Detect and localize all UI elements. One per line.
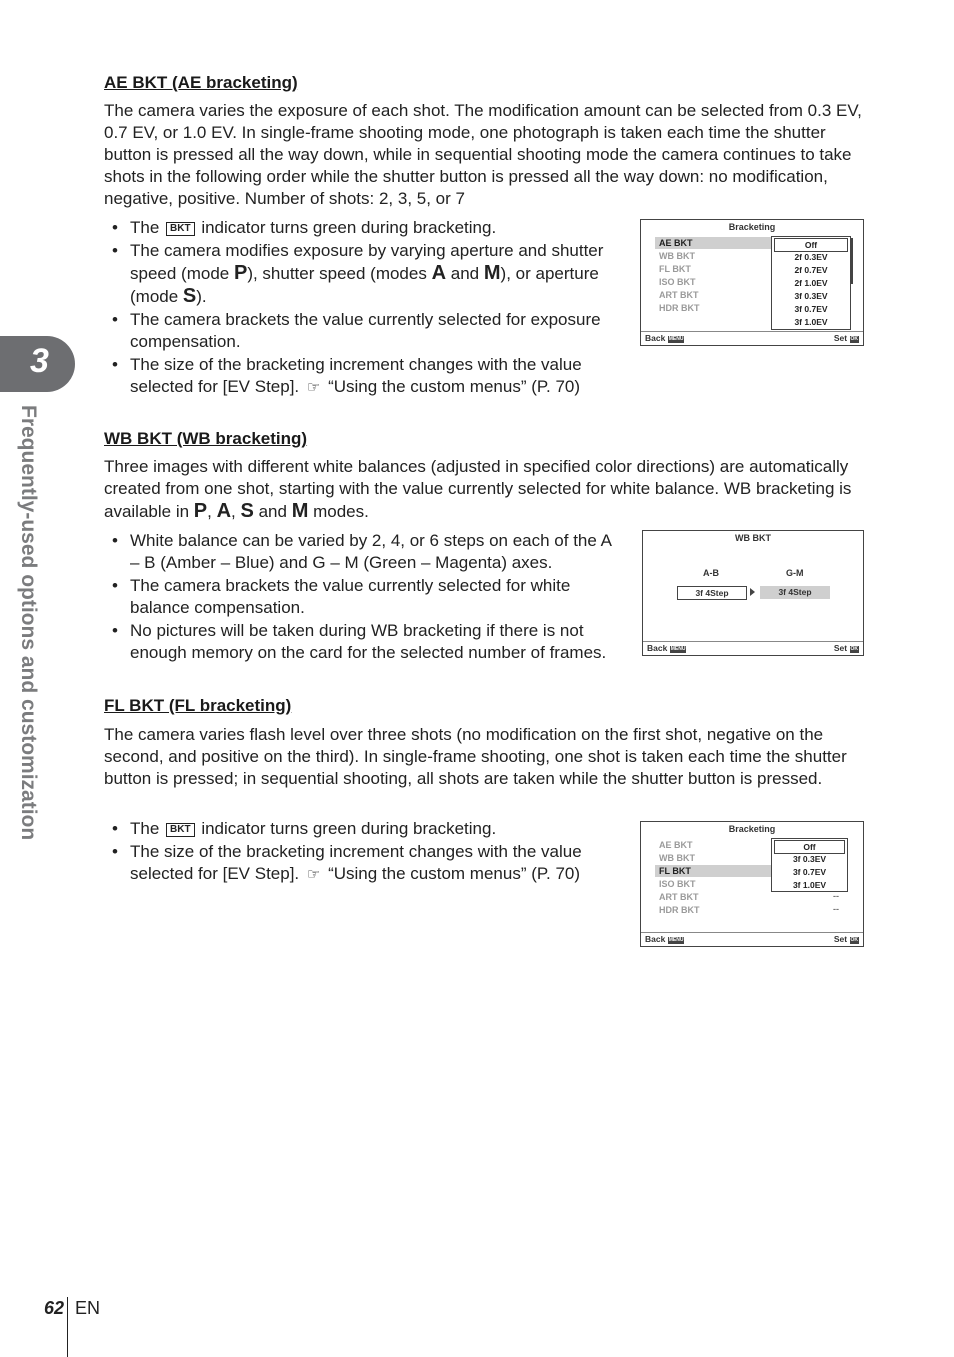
menu-item-iso-bkt: ISO BKT [659,277,696,287]
menu-item-iso-bkt: ISO BKT [659,879,696,889]
menu-item-ae-bkt: AE BKT [655,237,775,249]
option: 2f 1.0EV [794,278,828,288]
menu-item-wb-bkt: WB BKT [659,251,695,261]
mode-p-icon: P [233,262,248,284]
fl-bullet-2: • The size of the bracketing increment changes with the value selected for [EV Step]. ☞ “Using the custom menus” (P. 70) [112,841,612,886]
set-label: Set OK [833,643,858,653]
option: 3f 0.3EV [794,291,828,301]
reference-icon: ☞ [306,866,321,883]
fl-bkt-bullets [112,818,612,887]
page-language: EN [75,1298,101,1318]
set-label: Set OK [833,333,858,343]
fl-bkt-heading: FL BKT (FL bracketing) [104,696,292,715]
page-number: 62 [44,1298,65,1318]
hdr-bkt-value: -- [833,904,839,914]
mode-m-icon: M [291,500,309,522]
reference-icon: ☞ [306,379,321,396]
screen-footer [643,641,863,655]
wb-bullet-1: • White balance can be varied by 2, 4, or 6 steps on each of the A – B (Amber – Blue) and G – M (Green – Magenta) axes. [112,530,612,574]
wb-bullet-3: • No pictures will be taken during WB bracketing if there is not enough memory on the card for the selected number of frames. [112,620,612,664]
wb-bkt-heading: WB BKT (WB bracketing) [104,429,308,448]
menu-item-art-bkt: ART BKT [659,892,699,902]
menu-item-ae-bkt: AE BKT [659,840,693,850]
menu-item-fl-bkt: FL BKT [659,264,691,274]
fl-bullet-1: • The BKT indicator turns green during bracketing. [112,818,612,840]
ae-bkt-bullets [112,217,612,400]
ae-bullet-2: • The camera modifies exposure by varying aperture and shutter speed (mode P), shutter speed (modes A and M), or aperture (mode S). [112,240,612,308]
mode-p-icon: P [193,500,208,522]
menu-button-icon: MENU [670,646,686,652]
ae-bullet-4: • The size of the bracketing increment changes with the value selected for [EV Step]. ☞ “Using the custom menus” (P. 70) [112,354,612,399]
option: 3f 1.0EV [792,880,827,890]
wb-bkt-bullets [112,530,612,665]
screen-title: WB BKT [735,533,771,543]
scrollbar [850,238,853,284]
wb-bkt-screen [642,530,864,656]
ok-button-icon: OK [850,646,858,652]
back-label: Back MENU [645,333,684,343]
option: 2f 0.7EV [794,265,828,275]
option-off: Off [774,238,848,252]
ok-button-icon: OK [850,336,858,342]
screen-footer [641,932,863,946]
screen-title: Bracketing [728,222,776,232]
mode-s-icon: S [182,285,197,307]
bkt-icon: BKT [166,222,195,236]
screen-footer [641,331,863,345]
option: 3f 0.3EV [792,854,827,864]
ae-bullet-1: • The BKT indicator turns green during bracketing. [112,217,612,239]
chapter-tab [0,336,75,392]
option: 3f 1.0EV [794,317,828,327]
option: 3f 0.7EV [794,304,828,314]
menu-item-wb-bkt: WB BKT [659,853,695,863]
mode-a-icon: A [431,262,447,284]
mode-m-icon: M [483,262,501,284]
ae-bullet-3: • The camera brackets the value currently selected for exposure compensation. [112,309,612,353]
gm-value: 3f 4Step [760,586,830,599]
bracketing-screen-fl [640,821,864,947]
wb-bkt-paragraph: Three images with different white balances (adjusted in specified color directions) are automatically created from one shot, starting with the value currently selected for white balance. WB bracketing is available in P, A, S and M modes. [104,457,852,522]
screen-title: Bracketing [728,824,776,834]
ab-value: 3f 4Step [677,586,747,600]
bracketing-screen-ae [640,219,864,346]
ab-axis-label: A-B [703,568,719,578]
menu-button-icon: MENU [668,336,684,342]
options-list [771,838,848,892]
fl-bkt-paragraph: The camera varies flash level over three shots (no modification on the first shot, negative on the second, and positive on the third). In single-frame shooting, one shot is taken each time the shutter button is pressed; in sequential shooting, all shots are taken while the shutter button is pressed. [104,725,847,788]
menu-item-hdr-bkt: HDR BKT [659,905,700,915]
mode-s-icon: S [240,500,254,522]
set-label: Set OK [833,934,858,944]
page-divider [67,1297,68,1357]
menu-button-icon: MENU [668,937,684,943]
option: 2f 0.3EV [794,252,828,262]
menu-item-hdr-bkt: HDR BKT [659,303,700,313]
art-bkt-value: -- [833,891,839,901]
back-label: Back MENU [647,643,686,653]
option-off: Off [774,840,845,854]
bkt-icon: BKT [166,823,195,837]
menu-item-fl-bkt: FL BKT [655,865,775,877]
back-label: Back MENU [645,934,684,944]
arrow-right-icon [750,588,755,596]
option: 3f 0.7EV [792,867,827,877]
menu-item-art-bkt: ART BKT [659,290,699,300]
wb-bullet-2: • The camera brackets the value currently selected for white balance compensation. [112,575,612,619]
chapter-title: Frequently-used options and customization [17,405,40,841]
gm-axis-label: G-M [786,568,804,578]
ae-bkt-heading: AE BKT (AE bracketing) [104,73,298,92]
ae-bkt-paragraph: The camera varies the exposure of each shot. The modification amount can be selected from 0.3 EV, 0.7 EV, or 1.0 EV. In single-frame shooting mode, one photograph is taken each time the shutter button is pressed all the way down, while in sequential shooting mode the camera continues to take shots in the following order while the shutter button is pressed all the way down: no modification, negative, positive. Number of shots: 2, 3, 5, or 7 [104,101,862,208]
mode-a-icon: A [216,500,232,522]
chapter-number: 3 [30,342,49,380]
ok-button-icon: OK [850,937,858,943]
options-list [771,236,851,330]
